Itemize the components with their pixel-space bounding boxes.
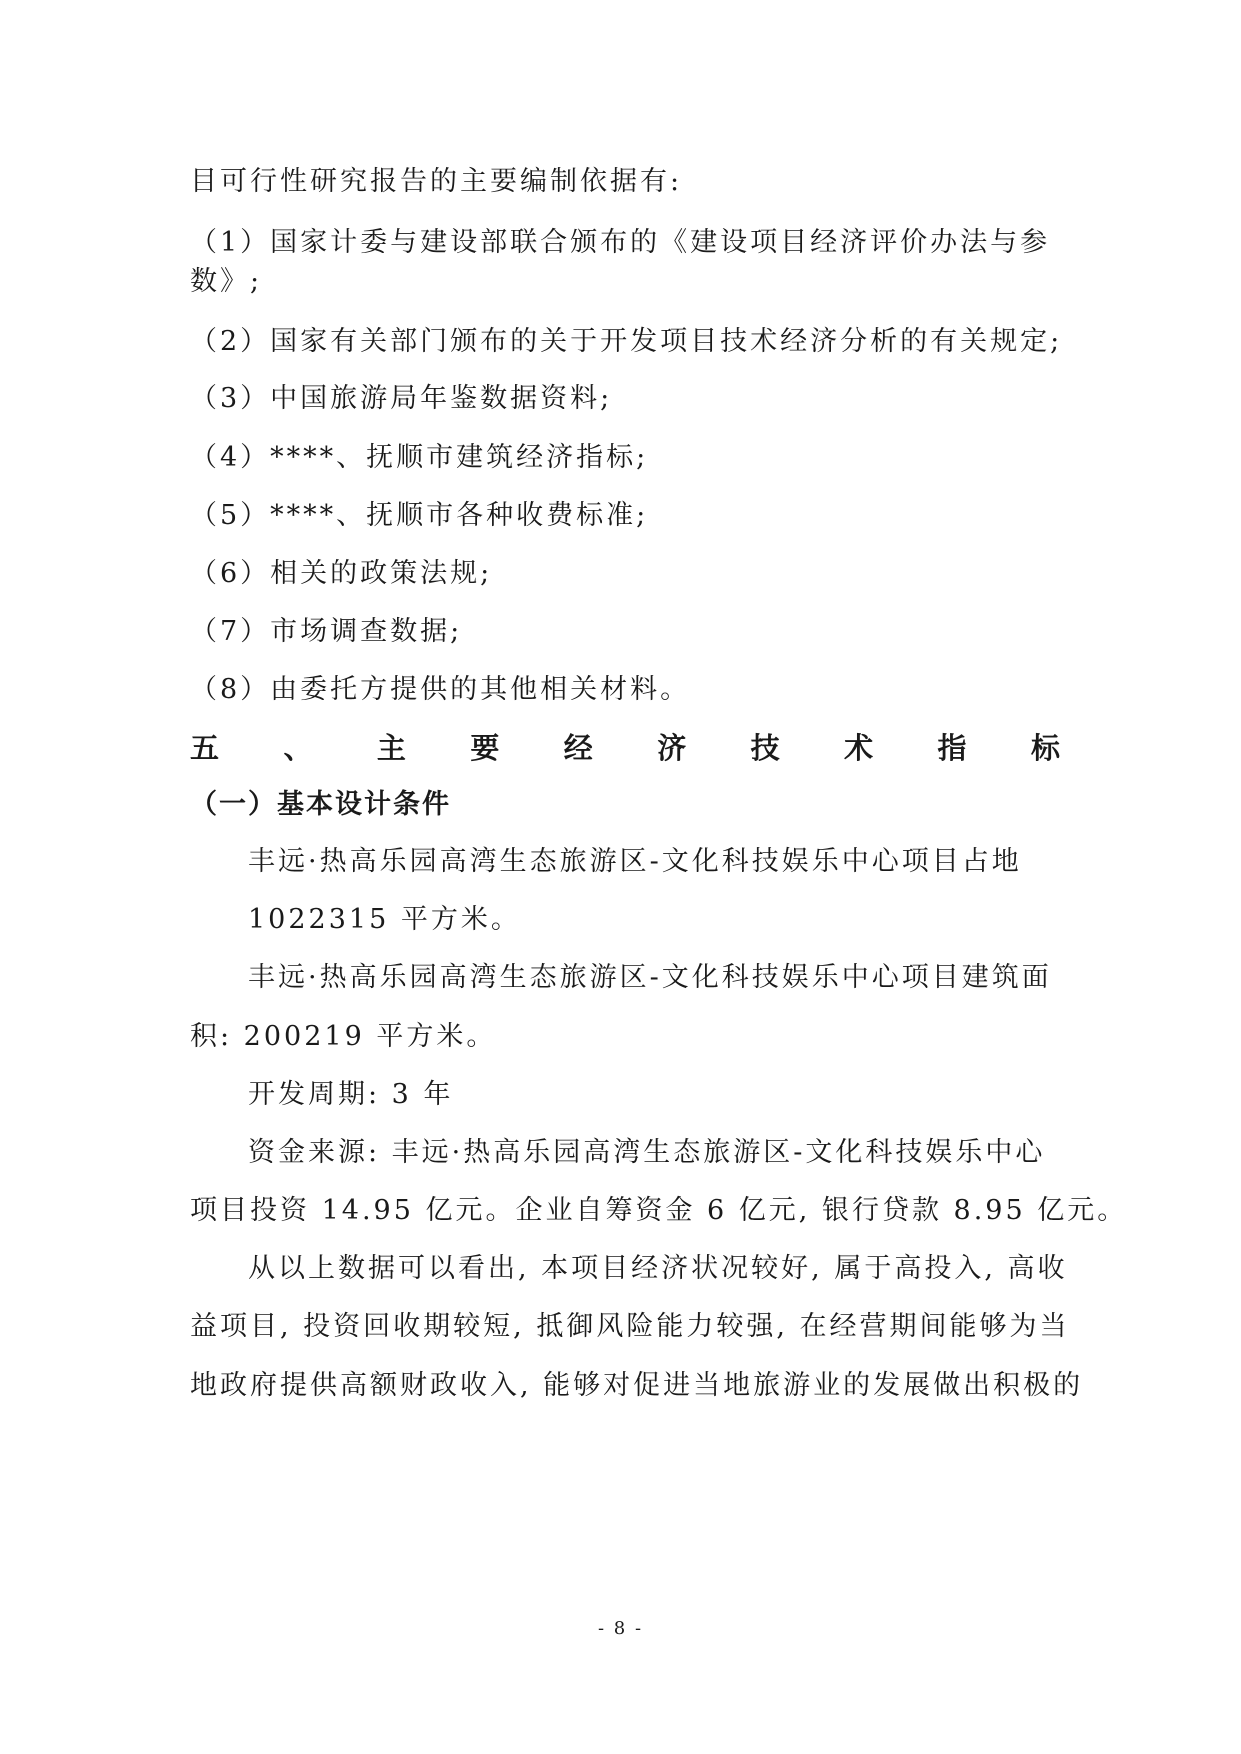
para-line-0: 丰远·热高乐园高湾生态旅游区-文化科技娱乐中心项目占地 bbox=[248, 846, 1022, 877]
section-heading-char: 主 bbox=[376, 731, 406, 765]
body-line-6: （5）****、抚顺市各种收费标准; bbox=[190, 500, 649, 531]
body-line-7: （6）相关的政策法规; bbox=[190, 558, 493, 589]
body-line-3: （2）国家有关部门颁布的关于开发项目技术经济分析的有关规定; bbox=[190, 326, 1063, 357]
body-line-4: （3）中国旅游局年鉴数据资料; bbox=[190, 383, 613, 414]
para-line-5: 资金来源: 丰远·热高乐园高湾生态旅游区-文化科技娱乐中心 bbox=[248, 1137, 1046, 1168]
para-line-7: 从以上数据可以看出, 本项目经济状况较好, 属于高投入, 高收 bbox=[248, 1253, 1068, 1284]
para-line-3: 积: 200219 平方米。 bbox=[190, 1021, 497, 1052]
para-line-6: 项目投资 14.95 亿元。企业自筹资金 6 亿元, 银行贷款 8.95 亿元。 bbox=[190, 1195, 1128, 1226]
subsection-heading: （一）基本设计条件 bbox=[190, 789, 451, 820]
body-line-5: （4）****、抚顺市建筑经济指标; bbox=[190, 442, 649, 473]
section-heading-char: 技 bbox=[750, 731, 780, 765]
body-line-2: 数》; bbox=[190, 266, 263, 297]
section-heading-char: 五 bbox=[190, 731, 220, 765]
section-heading-char: 标 bbox=[1030, 731, 1060, 765]
para-line-8: 益项目, 投资回收期较短, 抵御风险能力较强, 在经营期间能够为当 bbox=[190, 1311, 1070, 1342]
para-line-1: 1022315 平方米。 bbox=[248, 904, 521, 935]
section-heading bbox=[190, 728, 1060, 768]
para-line-9: 地政府提供高额财政收入, 能够对促进当地旅游业的发展做出积极的 bbox=[190, 1370, 1084, 1401]
section-heading-char: 经 bbox=[563, 731, 593, 765]
body-line-1: （1）国家计委与建设部联合颁布的《建设项目经济评价办法与参 bbox=[190, 227, 1051, 258]
section-heading-char: 、 bbox=[283, 731, 313, 765]
page-number: - 8 - bbox=[597, 1618, 644, 1639]
section-heading-char: 指 bbox=[937, 731, 967, 765]
body-line-9: （8）由委托方提供的其他相关材料。 bbox=[190, 674, 691, 705]
section-heading-char: 术 bbox=[844, 731, 874, 765]
para-line-4: 开发周期: 3 年 bbox=[248, 1079, 454, 1110]
para-line-2: 丰远·热高乐园高湾生态旅游区-文化科技娱乐中心项目建筑面 bbox=[248, 962, 1052, 993]
section-heading-char: 要 bbox=[470, 731, 500, 765]
body-line-0: 目可行性研究报告的主要编制依据有: bbox=[190, 166, 683, 197]
body-line-8: （7）市场调查数据; bbox=[190, 616, 463, 647]
section-heading-char: 济 bbox=[657, 731, 687, 765]
